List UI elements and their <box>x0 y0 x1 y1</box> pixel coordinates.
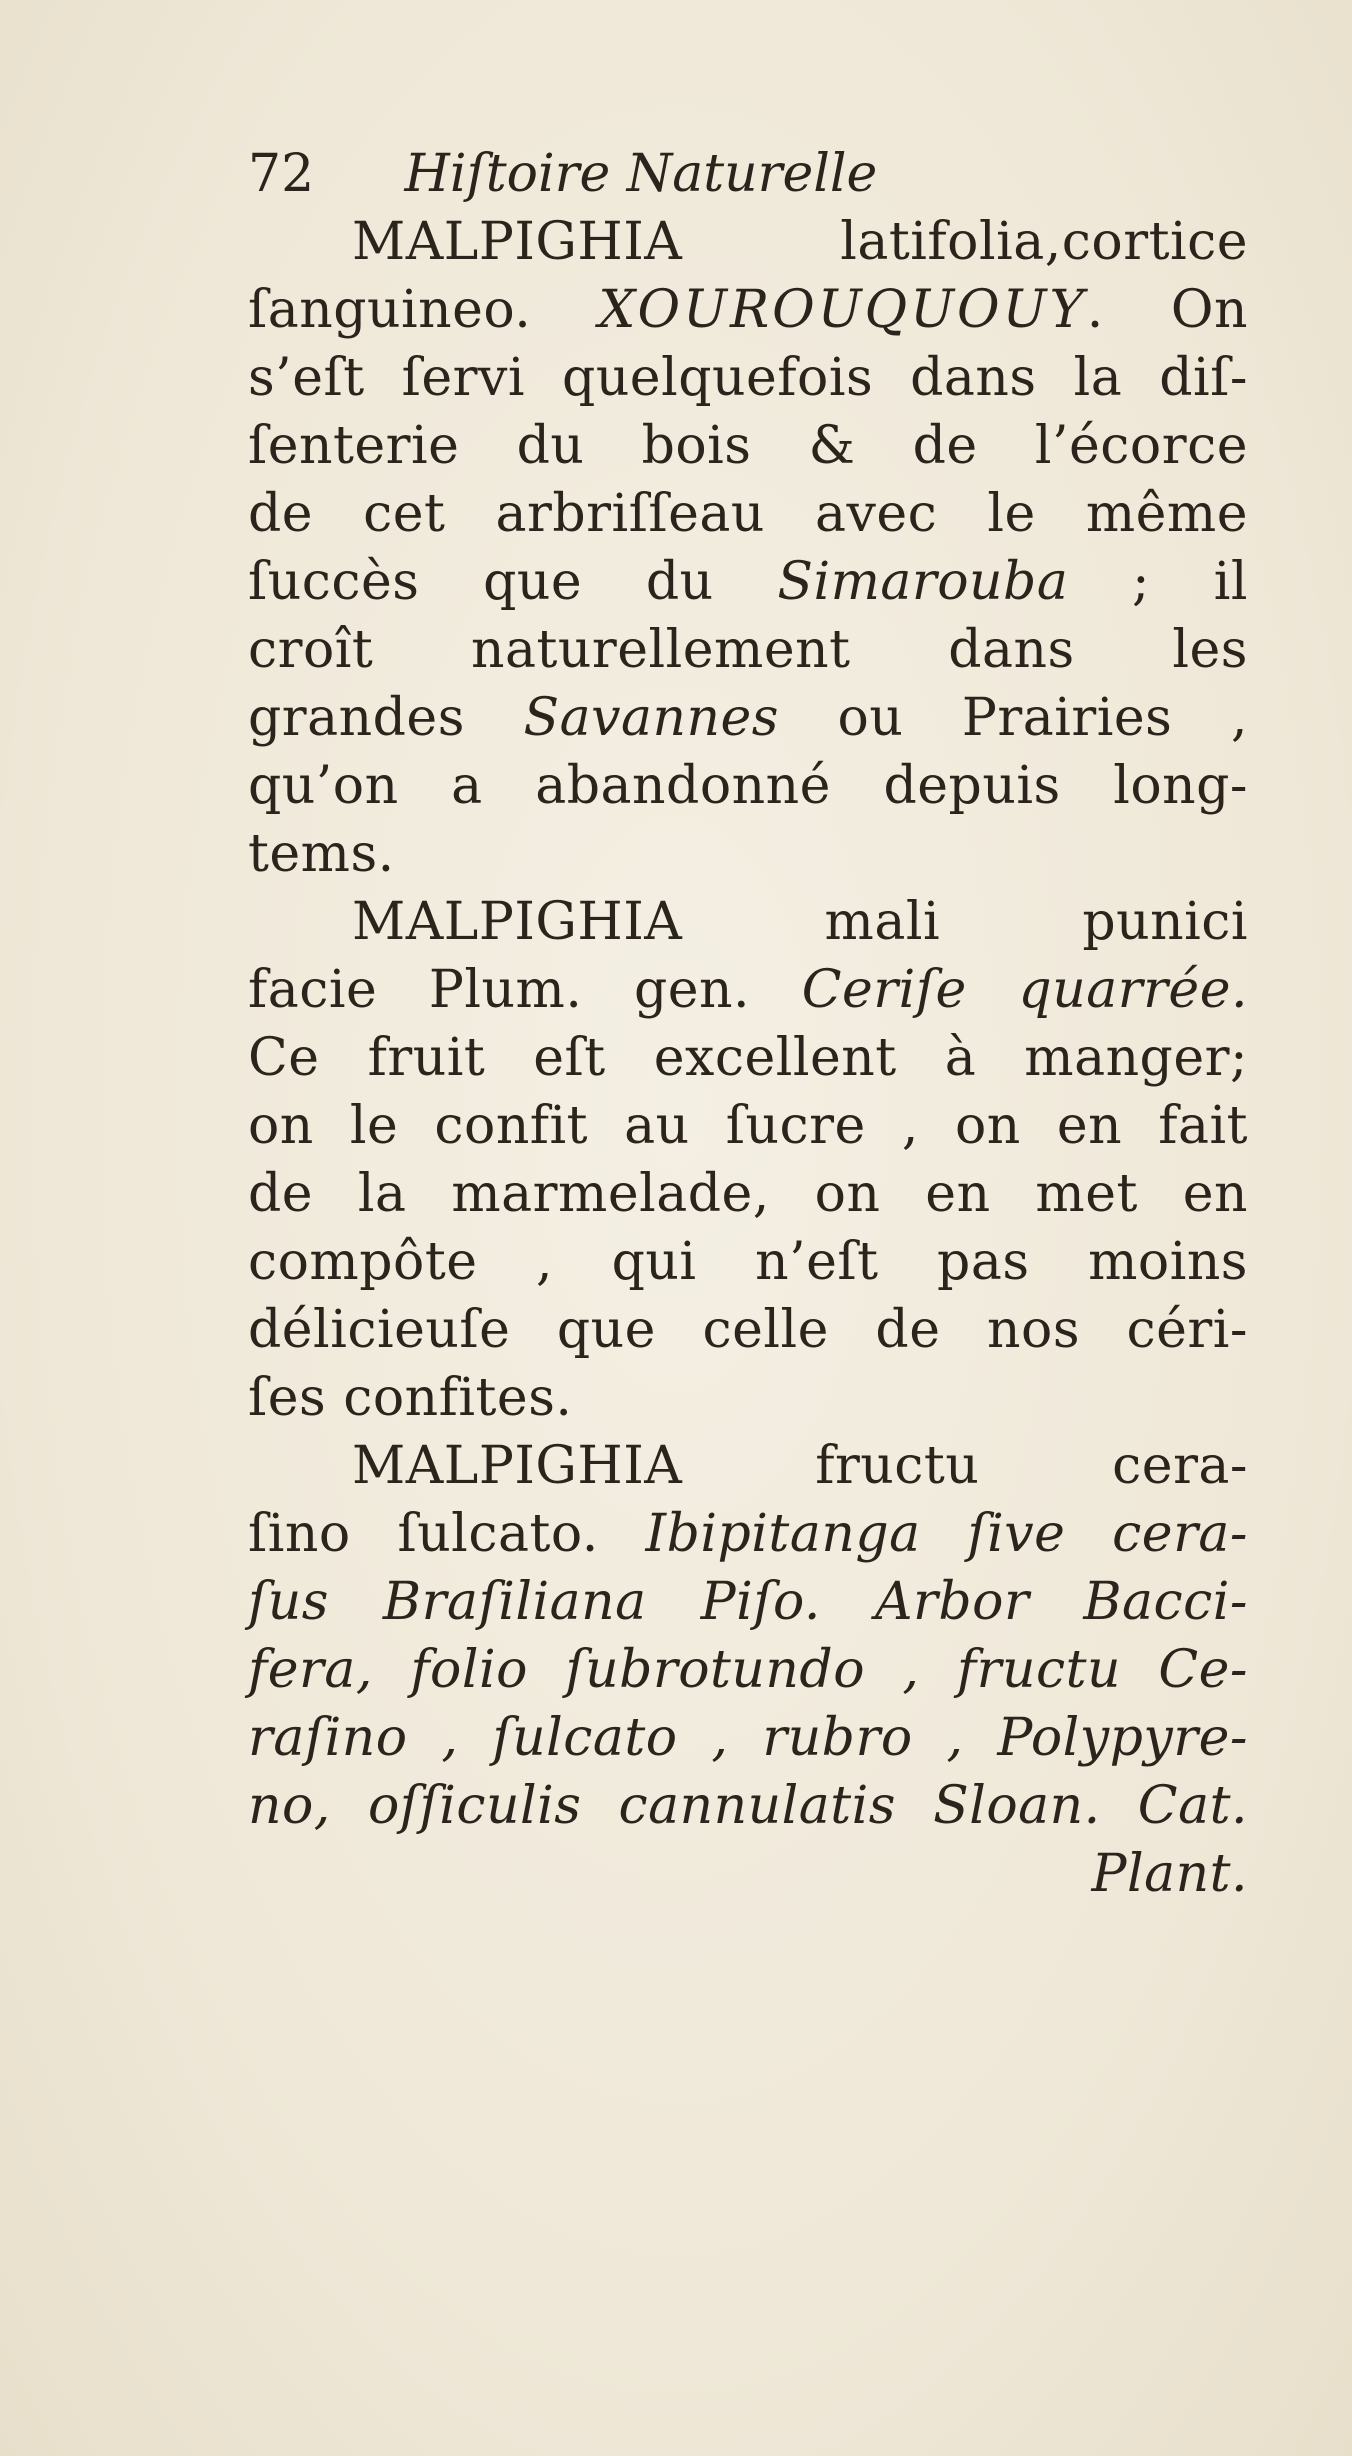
text-line: facie Plum. gen. Ceriſe quarrée. <box>248 960 1248 1020</box>
text-line: compôte , qui n’eſt pas moins <box>248 1232 1248 1292</box>
text-line: no, oſſiculis cannulatis Sloan. Cat. <box>248 1776 1248 1836</box>
running-title: Hiſtoire Naturelle <box>404 144 878 204</box>
text-line: qu’on a abandonné depuis long- <box>248 756 1248 816</box>
text-line: Plant. <box>1091 1844 1248 1904</box>
page-header <box>248 140 1248 208</box>
body-text <box>248 208 1248 1908</box>
text-line: ſus Braſiliana Piſo. Arbor Bacci- <box>248 1572 1248 1632</box>
text-line: de la marmelade, on en met en <box>248 1164 1248 1224</box>
text-line: MALPIGHIA mali punici <box>352 892 1248 952</box>
text-line: fera, folio ſubrotundo , fructu Ce- <box>248 1640 1248 1700</box>
text-line: de cet arbriſſeau avec le même <box>248 484 1248 544</box>
text-line: ſuccès que du Simarouba ; il <box>248 552 1248 612</box>
text-line: ſanguineo. XOUROUQUOUY. On <box>248 280 1248 340</box>
page-number: 72 <box>248 144 315 204</box>
text-line: grandes Savannes ou Prairies , <box>248 688 1248 748</box>
text-line: MALPIGHIA fructu cera- <box>352 1436 1248 1496</box>
text-line: ſes confites. <box>248 1368 573 1428</box>
text-line: on le confit au ſucre , on en fait <box>248 1096 1248 1156</box>
text-line: ſino ſulcato. Ibipitanga ſive cera- <box>248 1504 1249 1564</box>
text-line: raſino , ſulcato , rubro , Polypyre- <box>248 1708 1248 1768</box>
text-line: délicieuſe que celle de nos céri- <box>248 1300 1248 1360</box>
text-line: ſenterie du bois & de l’écorce <box>248 416 1248 476</box>
text-line: MALPIGHIA latifolia,cortice <box>352 212 1248 272</box>
text-line: tems. <box>248 824 395 884</box>
text-line: Ce fruit eſt excellent à manger; <box>248 1028 1248 1088</box>
text-line: croît naturellement dans les <box>248 620 1248 680</box>
text-line: s’eſt ſervi quelquefois dans la diſ- <box>248 348 1248 408</box>
